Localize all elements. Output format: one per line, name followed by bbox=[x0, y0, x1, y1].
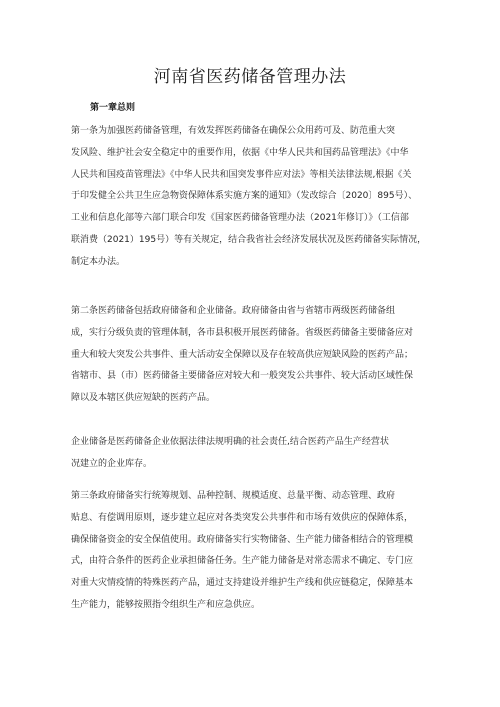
article-1-paragraph: 第一条为加强医药储备管理，有效发挥医药储备在确保公众用药可及、防范重大突 发风险、维护社会安全稳定中的重要作用，依据《中华人民共和国药品管理法》《中华 人民共和国疫苗管理法》《中华人民共和国突发事件应对法》等相关法律法规,根据《关 于印发健全公共卫生应急物资保障体系实施方案的通知》（发改综合〔2020〕895号）、 工业和信息化部等六部门联合印发《国家医药储备管理办法（2021年修订）》（工信部 联消费（2021）195号）等有关规定，结合我省社会经济发展状况及医药储备实际情况， 制定本办法。 bbox=[71, 126, 427, 267]
chapter-heading: 第一章总则 bbox=[90, 103, 136, 113]
article-2-paragraph: 第二条医药储备包括政府储备和企业储备。政府储备由省与省辖市两级医药储备组 成，实行分级负责的管理体制，各市县积极开展医药储备。省级医药储备主要储备应对 重大和较大突发公共事件、重大活动安全保障以及存在较高供应短缺风险的医药产品； 省辖市、县（市）医药储备主要储备应对较大和一般突发公共事件、较大活动区域性保 障以及本辖区供应短缺的医药产品。 bbox=[71, 306, 414, 404]
article-3-paragraph: 第三条政府储备实行统筹规划、品种控制、规模适度、总量平衡、动态管理、政府 贴息、有偿调用原则，逐步建立起应对各类突发公共事件和市场有效供应的保障体系， 确保储备资金的安全保值使用。政府储备实行实物储备、生产能力储备相结合的管理模 式，由符合条件的医药企业承担储备任务。生产能力储备是对常态需求不确定、专门应 对重大灾情疫情的特殊医药产品，通过支持建设并维护生产线和供应链稳定，保障基本 生产能力，能够按照指令组织生产和应急供应。 bbox=[71, 491, 414, 610]
enterprise-reserve-paragraph: 企业储备是医药储备企业依据法律法规明确的社会责任,结合医药产品生产经营状 况建立的企业库存。 bbox=[71, 437, 389, 469]
document-title: 河南省医药储备管理办法 bbox=[153, 67, 347, 87]
